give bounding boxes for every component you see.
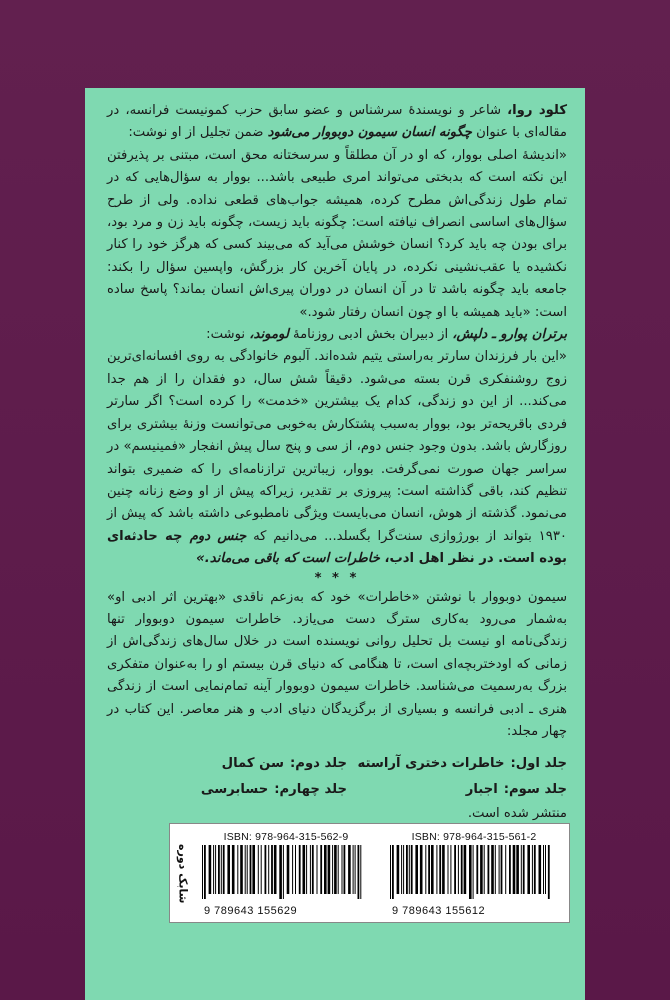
volume-label: جلد سوم:	[503, 782, 567, 798]
volume-item	[347, 777, 567, 803]
quote-1: «اندیشهٔ اصلی بووار، که او در آن مطلقاً و سرسختانه محق است، مبتنی بر پذیرفتن این نکته است که بدبختی می‌تواند امری طبیعی باشد... بووار به سؤال‌هایی که در تمام طول زندگی‌اش مطرح کرده، همیشه جواب‌های قطعی نداده. ولی از طرح سؤال‌های اساسی انصراف نیافته است: چگونه باید زیست، چگونه باید زن و مرد بود، برای بودن چه باید کرد؟ انسان خوشش می‌آید که می‌بیند کسی که هرگز خود را کنار نکشیده یا عقب‌نشینی نکرده، در پایان آخرین کار بزرگش، واپسین سؤال را بکند: جامعه باید چگونه باشد تا در آن انسان در دوران پیری‌اش انسان بماند؟ پاسخ ساده است: «باید همیشه با او چون انسان رفتار شود.»	[107, 147, 567, 320]
intro-paragraph	[107, 100, 567, 145]
volume-label: جلد اول:	[510, 756, 567, 772]
volume-title: حسابرسی	[200, 782, 269, 798]
volume-label: جلد دوم:	[290, 756, 347, 772]
barcode-volume-1	[388, 830, 560, 918]
volume-row	[107, 777, 567, 803]
barcode-digits: 9 789643 155612	[392, 905, 486, 917]
quote2-memoirs: خاطرات است که باقی می‌ماند.»	[196, 551, 380, 567]
volume-item	[127, 777, 347, 803]
intro2-text-a: از دبیران بخش ادبی روزنامهٔ	[288, 327, 453, 343]
published-note: منتشر شده است.	[467, 806, 567, 822]
intro-text-a: شاعر و نویسندهٔ سرشناس و عضو سابق حزب کمونیست فرانسه، در مقاله‌ای با عنوان	[107, 103, 567, 141]
intro2-text-b: نوشت:	[206, 327, 250, 343]
volume-item	[127, 751, 347, 777]
volume-title: خاطرات دختری آراسته	[357, 756, 505, 772]
volume-row	[107, 751, 567, 777]
volume-title: سن کمال	[221, 756, 284, 772]
quote2-text: «این بار فرزندان سارتر به‌راستی یتیم شده‌اند. آلبوم خانوادگی به روی افسانه‌ای‌ترین زوج روشنفکری قرن بسته می‌شود. دقیقاً شش سال، دو فقدان را از هم جدا می‌کند... از این دو زندگی، کدام یک بیشترین «خدمت» را کرده است؟ اگر سارتر فردی باقریحه‌تر بود، بووار به‌سبب پشتکارش به‌خوبی می‌توانست وزنهٔ بیشتری برای روزگارش باشد. بدون وجود جنس دوم، از سی و پنج سال پیش انفجار «فمینیسم» در سراسر جهان صورت نمی‌گرفت. بووار، زیباترین ترازنامه‌ای را که ضمیری بتواند تنظیم کند، باقی گذاشته است: پیروزی بر تقدیر، زیراکه پیش از او وضع زنانه چنین می‌نمود. گذشته از هوش، انسان می‌بایست ویژگی نامطبوعی داشته باشد که پیش از ۱۹۳۰ بتواند از بورژوازی سنت‌گرا بگسلد... می‌دانیم که	[107, 349, 568, 544]
closing-paragraph: سیمون دوبووار با نوشتن «خاطرات» خود که به‌زعم ناقدی «بهترین اثر ادبی او» به‌شمار می‌رود به‌کاری سترگ دست می‌یازد. خاطرات سیمون دوبووار تنها زندگی‌نامه او نیست بل تحلیل روانی نویسنده است در خلال سال‌های زندگی‌اش از زمانی که اودختربچه‌ای است، تا هنگامی که دنیای قرن بیستم او را به‌عنوان متفکری بزرگ به‌رسمیت می‌شناسد. خاطرات سیمون دوبووار آینه تمام‌نمایی است از زندگی هنری ـ ادبی فرانسه و بسیاری از برگزیدگان دنیای ادب و هنر معاصر. این کتاب در چهار مجلد:	[107, 589, 567, 739]
critic-name: برتران پوارو ـ دلپش،	[452, 327, 567, 343]
barcode-graphic	[388, 845, 552, 899]
barcode-graphic	[200, 845, 364, 899]
isbn-text: ISBN: 978-964-315-561-2	[411, 831, 537, 843]
newspaper-name: لوموند،	[249, 327, 289, 343]
barcode-volume-set	[200, 830, 372, 918]
article-title: چگونه انسان سیمون دوبووار می‌شود	[267, 125, 472, 141]
quote-2	[107, 346, 567, 570]
intro-text-b: ضمن تجلیل از او نوشت:	[128, 125, 268, 141]
volume-title: اجبار	[465, 782, 498, 798]
volume-list	[107, 751, 567, 803]
edition-isbn-label: شابک دوره	[176, 844, 190, 904]
isbn-text: ISBN: 978-964-315-562-9	[223, 831, 349, 843]
barcode-digits: 9 789643 155629	[204, 905, 298, 917]
author-name: کلود روا،	[507, 103, 567, 118]
volume-item	[347, 751, 567, 777]
quote2-mid: چه حادثه‌ای بوده است. در نظر اهل ادب،	[107, 528, 567, 567]
isbn-barcode-box	[169, 823, 570, 923]
volume-label: جلد چهارم:	[274, 782, 347, 798]
section-divider: * * *	[314, 570, 360, 586]
quote2-book-title: جنس دوم	[189, 528, 247, 544]
intro2-paragraph	[107, 324, 567, 346]
